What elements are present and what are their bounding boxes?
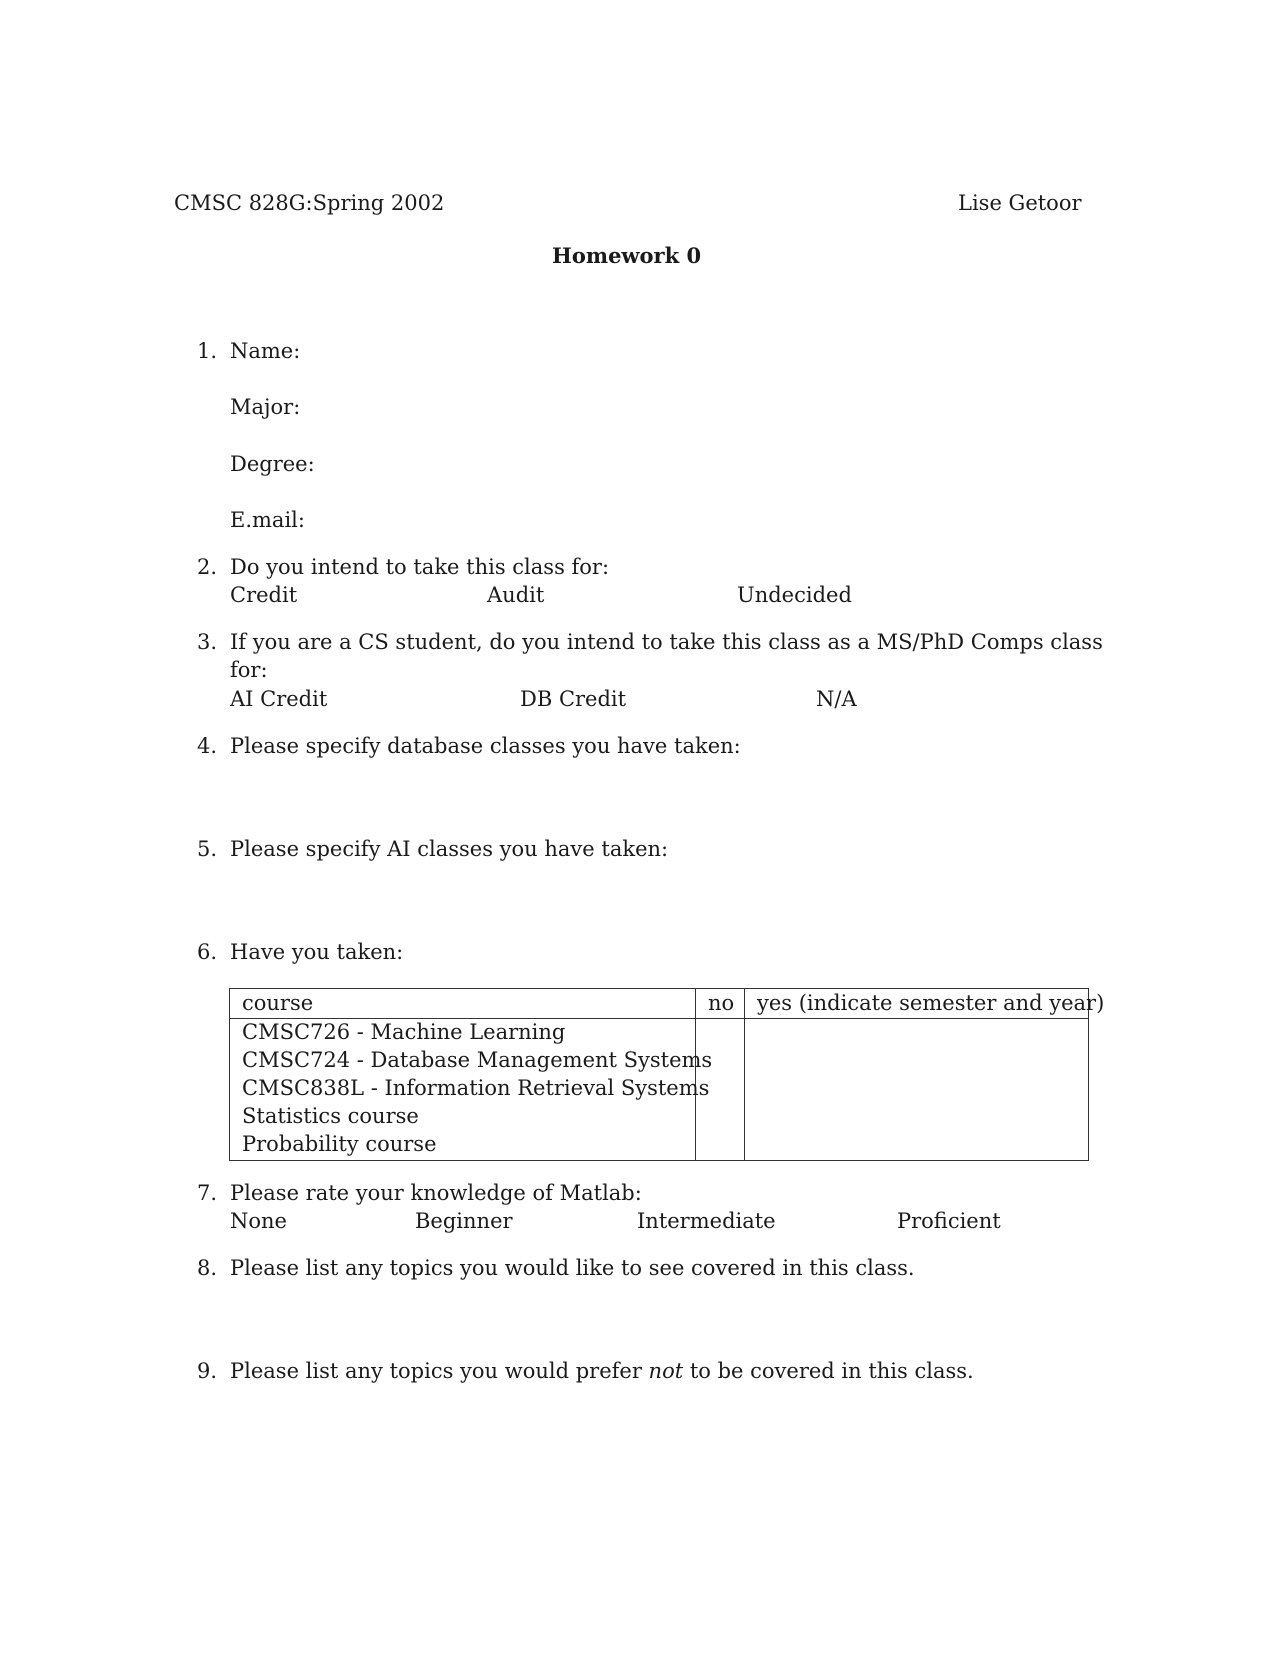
courses-table [229, 988, 1105, 1161]
instructor-name: Lise Getoor [958, 191, 1082, 215]
option-beginner: Beginner [415, 1209, 513, 1233]
option-undecided: Undecided [737, 583, 852, 607]
option-ai-credit: AI Credit [230, 687, 328, 711]
table-row-course: Statistics course [242, 1104, 419, 1128]
question-text-4: Please specify database classes you have taken: [230, 734, 741, 758]
table-divider-yes [744, 989, 745, 1160]
course-header: CMSC 828G:Spring 2002 [174, 191, 445, 215]
option-none: None [230, 1209, 287, 1233]
question-text-6: Have you taken: [230, 940, 404, 964]
question-text-3-cont: for: [230, 658, 268, 682]
page-title: Homework 0 [552, 243, 702, 268]
question-text-2: Do you intend to take this class for: [230, 555, 610, 579]
question-text-5: Please specify AI classes you have taken: [230, 837, 669, 861]
table-header-yes: yes (indicate semester and year) [757, 991, 1105, 1015]
table-row-course: CMSC724 - Database Management Systems [242, 1048, 713, 1072]
question-text-8: Please list any topics you would like to see covered in this class. [230, 1256, 915, 1280]
option-na: N/A [816, 687, 857, 711]
question-text-9 [230, 1357, 974, 1385]
question-number-9: 9. [196, 1359, 217, 1383]
field-label-degree: Degree: [230, 452, 315, 476]
question-text-9-emphasis: not [648, 1359, 684, 1383]
option-audit: Audit [487, 583, 545, 607]
option-credit: Credit [230, 583, 298, 607]
table-header-no: no [708, 991, 735, 1015]
question-text-9-before: Please list any topics you would prefer [230, 1359, 649, 1383]
question-text-7: Please rate your knowledge of Matlab: [230, 1181, 642, 1205]
question-number-2: 2. [196, 555, 217, 579]
question-number-5: 5. [196, 837, 217, 861]
question-text-9-after: to be covered in this class. [683, 1359, 974, 1383]
question-number-6: 6. [196, 940, 217, 964]
question-text-3: If you are a CS student, do you intend to take this class as a MS/PhD Comps class [230, 630, 1103, 654]
field-label-name: Name: [230, 339, 301, 363]
table-row-course: CMSC726 - Machine Learning [242, 1020, 566, 1044]
field-label-major: Major: [230, 395, 301, 419]
table-header-course: course [242, 991, 314, 1015]
question-number-1: 1. [196, 339, 217, 363]
question-number-3: 3. [196, 630, 217, 654]
table-row-course: CMSC838L - Information Retrieval Systems [242, 1076, 710, 1100]
field-label-email: E.mail: [230, 508, 305, 532]
option-db-credit: DB Credit [520, 687, 627, 711]
question-number-4: 4. [196, 734, 217, 758]
question-number-7: 7. [196, 1181, 217, 1205]
question-number-8: 8. [196, 1256, 217, 1280]
option-proficient: Proficient [897, 1209, 1001, 1233]
option-intermediate: Intermediate [637, 1209, 776, 1233]
table-row-course: Probability course [242, 1132, 437, 1156]
